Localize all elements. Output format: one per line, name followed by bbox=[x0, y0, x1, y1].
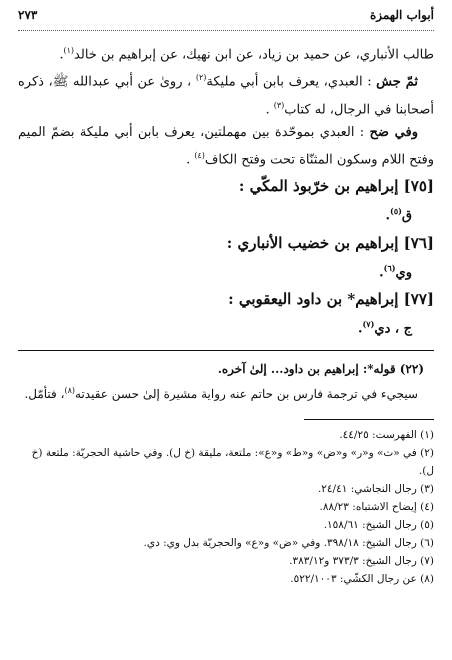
entry-heading-77: [٧٧] إبراهيم* بن داود اليعقوبي : bbox=[228, 289, 434, 308]
main-text bbox=[18, 39, 434, 340]
page bbox=[18, 8, 434, 652]
footnote: (٧) رجال الشيخ: ٣٧٣/٣ و٣٨٣/١٢. bbox=[289, 555, 434, 568]
running-header bbox=[18, 8, 434, 31]
footnote-ref-8: (٨) bbox=[64, 386, 76, 396]
entry-heading-76: [٧٦] إبراهيم بن خضيب الأنباري : bbox=[226, 233, 434, 252]
footnote-divider bbox=[304, 419, 434, 420]
code-text: ج ، دي bbox=[374, 321, 412, 337]
commentary bbox=[18, 359, 434, 405]
footnote: (١) الفهرست: ٤٤/٢٥. bbox=[339, 429, 434, 442]
text-segment: . bbox=[186, 152, 191, 168]
footnote: (٢) في «ت» و«ر» و«ض» و«ط» و«ع»: ملتعة، مليقة (خ ل). وفي حاشية الحجريّة: ملتعة (خ ل). bbox=[31, 447, 434, 478]
text-segment: ، روىٰ عن أبي عبدالله ﷺ، ذكره أصحابنا في الرجال، له كتاب bbox=[18, 74, 434, 117]
header-title: أبواب الهمزة bbox=[369, 8, 434, 22]
footnote-ref-4: (٤) bbox=[194, 150, 205, 160]
footnote: (٤) إيضاح الاشتباه: ٨٨/٢٣. bbox=[319, 501, 434, 514]
commentary-text bbox=[18, 380, 434, 405]
code-text: ق bbox=[401, 208, 412, 224]
code-end: . bbox=[357, 321, 363, 337]
footnote-list bbox=[18, 426, 434, 588]
code-end: . bbox=[379, 264, 384, 280]
entry-heading-75: [٧٥] إبراهيم بن خرّبوذ المكّي : bbox=[238, 177, 434, 196]
entry-code-76 bbox=[18, 257, 434, 284]
footnote-ref-1: (١) bbox=[63, 46, 75, 55]
page-number: ٢٧٣ bbox=[18, 8, 38, 22]
footnote-ref-5: (٥) bbox=[390, 206, 402, 217]
code-text: وي bbox=[395, 264, 412, 280]
footnote-ref-6: (٦) bbox=[383, 262, 396, 273]
text-segment: . bbox=[265, 101, 270, 117]
source-marker: ثمّ جش bbox=[376, 74, 419, 90]
paragraph-3 bbox=[18, 121, 434, 171]
commentary-divider bbox=[18, 350, 434, 351]
code-end: . bbox=[385, 208, 391, 224]
footnote-ref-2: (٢) bbox=[195, 73, 207, 83]
entry-code-75 bbox=[18, 200, 434, 227]
footnote: (٦) رجال الشيخ: ٣٩٨/١٨. وفي «ض» و«ع» والحجريّة بدل وي: دي. bbox=[143, 537, 434, 550]
commentary-heading: (٢٢) قوله*: إبراهيم بن داود... إلىٰ آخره. bbox=[217, 362, 424, 377]
text-line: طالب الأنباري، عن حميد بن زياد، عن ابن نهيك، عن إبراهيم بن خالد bbox=[74, 47, 434, 63]
footnote: (٨) عن رجال الكشّي: ٥٢٢/١٠٠٣. bbox=[290, 573, 434, 586]
text-segment: : العبدي، يعرف بابن أبي مليكة bbox=[206, 74, 372, 90]
text-segment: ، فتأمّل. bbox=[24, 387, 65, 402]
footnote-ref-3: (٣) bbox=[273, 100, 285, 110]
footnote-ref-7: (٧) bbox=[362, 318, 375, 329]
entry-code-77 bbox=[18, 313, 434, 340]
source-marker: وفي ضح bbox=[369, 124, 418, 140]
footnote: (٥) رجال الشيخ: ١٥٨/٦١. bbox=[323, 519, 434, 532]
text-segment: سيجيء في ترجمة فارس بن حاتم عنه رواية مشيرة إلىٰ حسن عقيدته bbox=[75, 387, 418, 402]
paragraph-1: طالب الأنباري، عن حميد بن زياد، عن ابن نهيك، عن إبراهيم بن خالد$^{(١)}$. bbox=[59, 46, 434, 63]
text-segment: : العبدي بموحّدة بين مهملتين، يعرف بابن أبي مليكة بضمّ الميم وفتح اللام وسكون المثنّاة تحت وفتح الكاف bbox=[18, 124, 434, 168]
paragraph-2 bbox=[18, 66, 434, 121]
footnote: (٣) رجال النجاشي: ٢٤/٤١. bbox=[317, 483, 434, 496]
